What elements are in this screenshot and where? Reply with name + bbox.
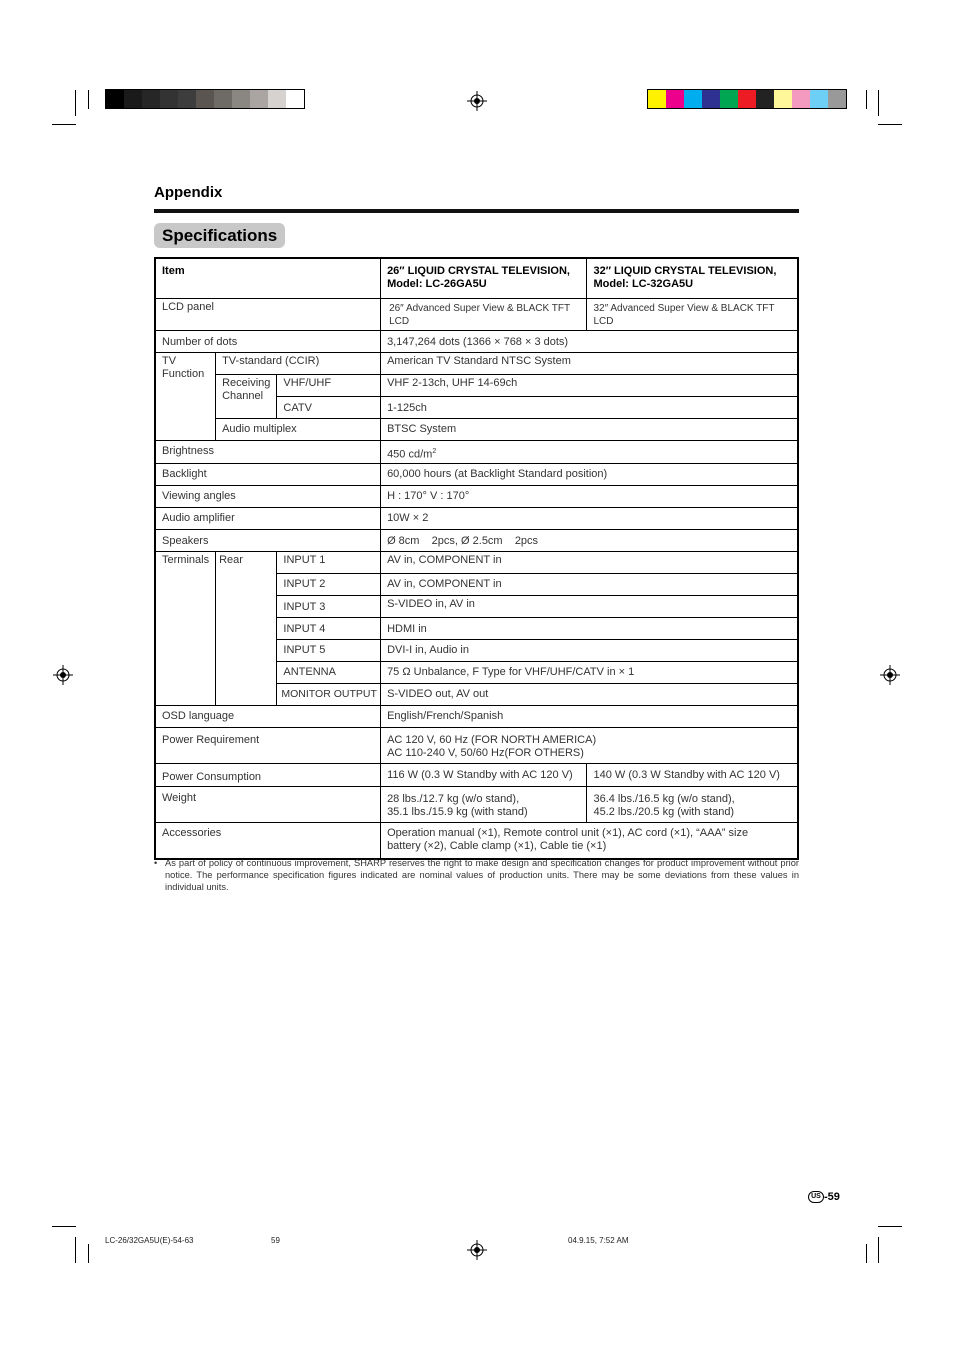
cell-value: 116 W (0.3 W Standby with AC 120 V) (381, 764, 587, 787)
table-row (155, 418, 798, 440)
section-heading: Appendix (154, 184, 223, 201)
model-32-line2: Model: LC-32GA5U (593, 278, 694, 290)
model-26-header (381, 258, 587, 298)
color-swatch (648, 90, 666, 108)
cell-value (381, 728, 798, 764)
crop-mark (52, 1226, 76, 1227)
table-row (155, 787, 798, 823)
bullet: • (154, 858, 158, 868)
row-label (155, 352, 216, 440)
crop-mark (52, 124, 76, 125)
crop-mark (75, 1237, 76, 1263)
table-header-row (155, 258, 798, 298)
crop-mark (75, 90, 76, 116)
color-swatch (792, 90, 810, 108)
row-label: OSD language (155, 706, 381, 728)
color-swatch (106, 90, 124, 108)
terminal-name: INPUT 3 (277, 596, 381, 618)
sub-label: Rear (216, 552, 277, 706)
color-swatch (286, 90, 304, 108)
color-swatch (828, 90, 846, 108)
cell-value: DVI-I in, Audio in (381, 640, 798, 662)
tv-label-line1: TV (162, 354, 177, 367)
crop-mark (878, 1237, 879, 1263)
spec-table (154, 257, 799, 860)
color-swatch (810, 90, 828, 108)
cell-value: 140 W (0.3 W Standby with AC 120 V) (587, 764, 798, 787)
crop-mark (866, 90, 867, 109)
cell-value (381, 440, 798, 464)
cell-value: HDMI in (381, 618, 798, 640)
table-row (155, 352, 798, 374)
cell-value: 10W × 2 (381, 508, 798, 530)
grayscale-color-bar (105, 89, 305, 109)
color-swatch (178, 90, 196, 108)
terminal-name: INPUT 5 (277, 640, 381, 662)
color-swatch (738, 90, 756, 108)
table-row (155, 728, 798, 764)
cell-value: VHF 2-13ch, UHF 14-69ch (381, 374, 798, 396)
cell-value: Ø 8cm 2pcs, Ø 2.5cm 2pcs (381, 530, 798, 552)
page-title: Specifications (154, 223, 285, 248)
color-swatch (214, 90, 232, 108)
crop-mark (878, 90, 879, 116)
terminal-name: INPUT 4 (277, 618, 381, 640)
color-swatch (268, 90, 286, 108)
accessories-line2: battery (×2), Cable clamp (×1), Cable tie (×1) (387, 840, 607, 853)
table-row (155, 530, 798, 552)
color-swatch (142, 90, 160, 108)
model-26-line1: 26″ LIQUID CRYSTAL TELEVISION, (387, 265, 570, 277)
row-label: Backlight (155, 464, 381, 486)
cell-value: 32″ Advanced Super View & BLACK TFT LCD (587, 298, 798, 330)
weight-26-line2: 35.1 lbs./15.9 kg (with stand) (387, 806, 528, 819)
row-label: Power Consumption (155, 764, 381, 787)
color-swatch (124, 90, 142, 108)
table-row (155, 464, 798, 486)
row-label: Weight (155, 787, 381, 823)
table-row (155, 823, 798, 859)
color-swatch (684, 90, 702, 108)
table-row (155, 298, 798, 330)
sub-label: TV-standard (CCIR) (216, 352, 381, 374)
footnote (154, 857, 799, 893)
cell-value: American TV Standard NTSC System (381, 352, 798, 374)
row-label: Viewing angles (155, 486, 381, 508)
footer-file: LC-26/32GA5U(E)-54-63 (105, 1236, 194, 1245)
sub-label: Audio multiplex (216, 418, 381, 440)
crop-mark (88, 90, 89, 109)
registration-target-icon (467, 1240, 487, 1260)
cell-value: S-VIDEO in, AV in (381, 596, 798, 618)
color-swatch (160, 90, 178, 108)
row-label: Accessories (155, 823, 381, 859)
page-number (808, 1191, 840, 1203)
receiving-line1: Receiving (222, 376, 271, 389)
receiving-line2: Channel (222, 389, 264, 402)
color-swatch (196, 90, 214, 108)
footnote-text: As part of policy of continuous improvement, SHARP reserves the right to make design and specification changes for product improvement without prior notice. The performance specification figures indicated are nominal values of production units. There may be some deviations from these values in individual units. (165, 858, 799, 892)
crop-mark (88, 1244, 89, 1263)
row-label: Power Requirement (155, 728, 381, 764)
power-req-line1: AC 120 V, 60 Hz (FOR NORTH AMERICA) (387, 734, 597, 747)
item-header: Item (155, 258, 381, 298)
process-color-bar (647, 89, 847, 109)
brightness-unit-superscript: 2 (432, 447, 437, 455)
cell-value: AV in, COMPONENT in (381, 574, 798, 596)
table-row (155, 486, 798, 508)
cell-value: 60,000 hours (at Backlight Standard position) (381, 464, 798, 486)
terminal-name: ANTENNA (277, 662, 381, 684)
footer-page: 59 (271, 1236, 280, 1245)
cell-value: BTSC System (381, 418, 798, 440)
cell-value (381, 823, 798, 859)
cell-value: 1-125ch (381, 396, 798, 418)
cell-value: AV in, COMPONENT in (381, 552, 798, 574)
row-label: LCD panel (155, 298, 381, 330)
tv-label-line2: Function (162, 367, 205, 380)
cell-value (381, 787, 587, 823)
color-swatch (702, 90, 720, 108)
terminal-name: INPUT 2 (277, 574, 381, 596)
crop-mark (878, 124, 902, 125)
model-26-line2: Model: LC-26GA5U (387, 278, 487, 290)
registration-target-icon (53, 665, 73, 685)
crop-mark (878, 1226, 902, 1227)
weight-26-line1: 28 lbs./12.7 kg (w/o stand), (387, 793, 520, 806)
sub-label (216, 374, 277, 418)
sub-label: CATV (277, 396, 381, 418)
terminal-name: MONITOR OUTPUT (277, 684, 381, 706)
table-row (155, 552, 798, 574)
row-label: Audio amplifier (155, 508, 381, 530)
region-badge: US (808, 1191, 824, 1203)
accessories-line1: Operation manual (×1), Remote control unit (×1), AC cord (×1), “AAA” size (387, 827, 749, 840)
weight-32-line1: 36.4 lbs./16.5 kg (w/o stand), (593, 793, 735, 806)
table-row (155, 440, 798, 464)
color-swatch (666, 90, 684, 108)
registration-target-icon (467, 91, 487, 111)
footer-timestamp: 04.9.15, 7:52 AM (568, 1236, 629, 1245)
power-req-line2: AC 110-240 V, 50/60 Hz(FOR OTHERS) (387, 747, 584, 760)
terminal-name: INPUT 1 (277, 552, 381, 574)
cell-value: 26″ Advanced Super View & BLACK TFT LCD (381, 298, 587, 330)
row-label: Speakers (155, 530, 381, 552)
brightness-value: 450 cd/m (387, 448, 433, 461)
cell-value: English/French/Spanish (381, 706, 798, 728)
crop-mark (866, 1244, 867, 1263)
color-swatch (756, 90, 774, 108)
page-number-text: -59 (824, 1191, 840, 1203)
row-label: Terminals (155, 552, 216, 706)
cell-value: 75 Ω Unbalance, F Type for VHF/UHF/CATV in × 1 (381, 662, 798, 684)
color-swatch (774, 90, 792, 108)
cell-value (587, 787, 798, 823)
cell-value: 3,147,264 dots (1366 × 768 × 3 dots) (381, 330, 798, 352)
table-row (155, 374, 798, 396)
color-swatch (720, 90, 738, 108)
table-row (155, 508, 798, 530)
table-row (155, 764, 798, 787)
row-label: Brightness (155, 440, 381, 464)
registration-target-icon (880, 665, 900, 685)
weight-32-line2: 45.2 lbs./20.5 kg (with stand) (593, 806, 735, 819)
table-row (155, 330, 798, 352)
table-row (155, 706, 798, 728)
color-swatch (232, 90, 250, 108)
model-32-line1: 32″ LIQUID CRYSTAL TELEVISION, (593, 265, 777, 277)
color-swatch (250, 90, 268, 108)
heading-rule (154, 209, 799, 213)
cell-value: H : 170° V : 170° (381, 486, 798, 508)
sub-label: VHF/UHF (277, 374, 381, 396)
row-label: Number of dots (155, 330, 381, 352)
model-32-header (587, 258, 798, 298)
cell-value: S-VIDEO out, AV out (381, 684, 798, 706)
